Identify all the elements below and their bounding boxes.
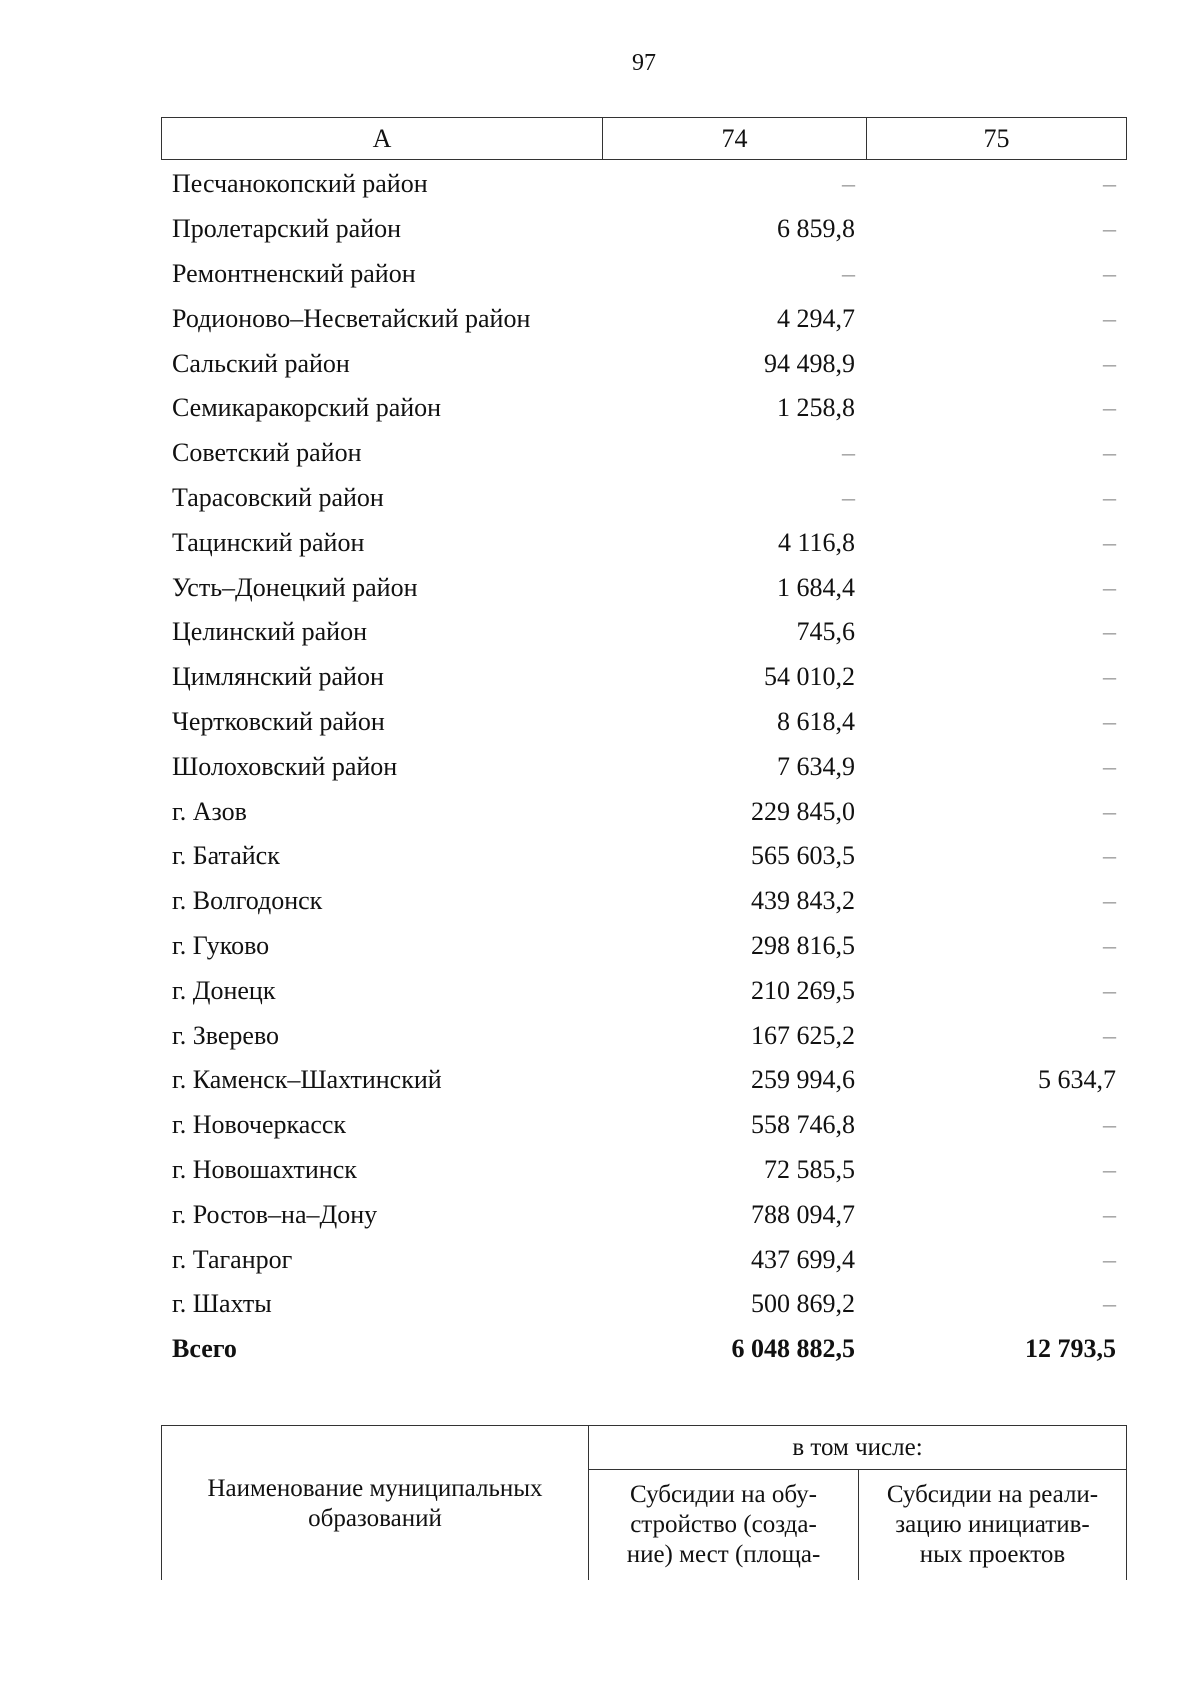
municipality-name: Чертковский район: [172, 706, 385, 736]
table-row: [161, 207, 1127, 252]
municipality-name: г. Волгодонск: [172, 886, 323, 916]
table-row: [161, 162, 1127, 207]
municipality-name: Цимлянский район: [172, 662, 384, 692]
value-75: –: [1103, 886, 1116, 916]
value-75: –: [1103, 1289, 1116, 1319]
table-row: [161, 1237, 1127, 1282]
value-75: –: [1103, 706, 1116, 736]
value-75: –: [1103, 393, 1116, 423]
table-row: [161, 879, 1127, 924]
value-74: 439 843,2: [751, 886, 855, 916]
table-row: [161, 610, 1127, 655]
value-75: 5 634,7: [1038, 1065, 1116, 1095]
municipality-name: Песчанокопский район: [172, 169, 428, 199]
table-header: [161, 117, 1127, 160]
municipality-name: г. Новочеркасск: [172, 1110, 347, 1140]
value-75: –: [1103, 572, 1116, 602]
value-75: –: [1103, 796, 1116, 826]
municipality-header: Наименование муниципальных образований: [162, 1426, 589, 1580]
value-74: 745,6: [796, 617, 855, 647]
value-74: 500 869,2: [751, 1289, 855, 1319]
value-75: –: [1103, 527, 1116, 557]
municipality-name: г. Батайск: [172, 841, 280, 871]
table-row: [161, 431, 1127, 476]
table-row: [161, 296, 1127, 341]
value-74: 6 859,8: [777, 214, 855, 244]
value-75: –: [1103, 930, 1116, 960]
value-75: –: [1103, 1110, 1116, 1140]
table-row: [161, 565, 1127, 610]
value-74: –: [842, 482, 855, 512]
municipality-name: Целинский район: [172, 617, 367, 647]
value-74: 210 269,5: [751, 975, 855, 1005]
table-row: [161, 476, 1127, 521]
value-74: 167 625,2: [751, 1020, 855, 1050]
value-75: –: [1103, 258, 1116, 288]
table-row: [161, 1013, 1127, 1058]
table-row: [161, 1058, 1127, 1103]
value-74: 437 699,4: [751, 1244, 855, 1274]
table-row: [161, 1148, 1127, 1193]
table-row: [161, 834, 1127, 879]
page-number: 97: [632, 50, 656, 76]
value-74: 54 010,2: [764, 662, 855, 692]
value-74: 7 634,9: [777, 751, 855, 781]
municipality-name: г. Ростов–на–Дону: [172, 1199, 378, 1229]
subsidy-places-header: Субсидии на обу-стройство (созда-ние) мест (площа-: [589, 1470, 859, 1580]
table-row: [161, 520, 1127, 565]
municipality-name: Тарасовский район: [172, 482, 384, 512]
value-75: –: [1103, 169, 1116, 199]
value-75: –: [1103, 1154, 1116, 1184]
value-75: –: [1103, 841, 1116, 871]
value-74: 229 845,0: [751, 796, 855, 826]
header-col-74: 74: [603, 118, 867, 159]
municipality-name: Пролетарский район: [172, 214, 402, 244]
value-74: 788 094,7: [751, 1199, 855, 1229]
value-75: –: [1103, 1244, 1116, 1274]
value-74: 298 816,5: [751, 930, 855, 960]
table-row: [161, 744, 1127, 789]
value-74: 4 116,8: [777, 527, 855, 557]
table-row: [161, 924, 1127, 969]
municipality-name: Родионово–Несветайский район: [172, 303, 531, 333]
municipality-name: г. Шахты: [172, 1289, 272, 1319]
table-body: [161, 162, 1127, 1372]
next-table-header: [161, 1425, 1127, 1580]
table-row: [161, 1282, 1127, 1327]
value-75: –: [1103, 617, 1116, 647]
value-75: –: [1103, 1020, 1116, 1050]
municipality-name: г. Азов: [172, 796, 247, 826]
value-74: 1 258,8: [777, 393, 855, 423]
value-74: 72 585,5: [764, 1154, 855, 1184]
table-row: [161, 252, 1127, 297]
value-75: –: [1103, 438, 1116, 468]
value-74: 94 498,9: [764, 348, 855, 378]
table-row: [161, 968, 1127, 1013]
table-row: [161, 700, 1127, 745]
value-75: 12 793,5: [1025, 1334, 1116, 1364]
table-row: [161, 1192, 1127, 1237]
table-row: [161, 655, 1127, 700]
table-row: [161, 386, 1127, 431]
value-75: –: [1103, 303, 1116, 333]
value-74: –: [842, 169, 855, 199]
value-74: 565 603,5: [751, 841, 855, 871]
municipality-name: г. Каменск–Шахтинский: [172, 1065, 442, 1095]
municipality-name: Сальский район: [172, 348, 350, 378]
value-75: –: [1103, 214, 1116, 244]
municipality-name: Усть–Донецкий район: [172, 572, 418, 602]
municipality-name: г. Донецк: [172, 975, 276, 1005]
municipality-name: Всего: [172, 1334, 237, 1364]
municipality-name: г. Гуково: [172, 930, 270, 960]
value-74: 1 684,4: [777, 572, 855, 602]
municipality-name: Советский район: [172, 438, 362, 468]
group-header: в том числе:: [589, 1426, 1126, 1470]
table-row: [161, 789, 1127, 834]
table-row: [161, 1103, 1127, 1148]
municipality-name: Тацинский район: [172, 527, 365, 557]
value-74: 558 746,8: [751, 1110, 855, 1140]
value-74: 6 048 882,5: [731, 1334, 855, 1364]
municipality-name: Шолоховский район: [172, 751, 398, 781]
value-75: –: [1103, 348, 1116, 378]
header-col-a: А: [162, 118, 603, 159]
municipality-name: Ремонтненский район: [172, 258, 416, 288]
table-row: [161, 341, 1127, 386]
municipality-name: Семикаракорский район: [172, 393, 442, 423]
total-row: [161, 1327, 1127, 1372]
value-74: –: [842, 438, 855, 468]
header-col-75: 75: [983, 123, 1010, 153]
subsidy-initiative-header: Субсидии на реали-зацию инициатив-ных проектов: [886, 1481, 1099, 1568]
value-75: –: [1103, 751, 1116, 781]
municipality-name: г. Таганрог: [172, 1244, 293, 1274]
value-74: 4 294,7: [777, 303, 855, 333]
value-74: –: [842, 258, 855, 288]
municipality-name: г. Зверево: [172, 1020, 280, 1050]
value-75: –: [1103, 482, 1116, 512]
municipality-name: г. Новошахтинск: [172, 1154, 357, 1184]
value-75: –: [1103, 1199, 1116, 1229]
value-74: 259 994,6: [751, 1065, 855, 1095]
value-75: –: [1103, 975, 1116, 1005]
value-74: 8 618,4: [777, 706, 855, 736]
value-75: –: [1103, 662, 1116, 692]
